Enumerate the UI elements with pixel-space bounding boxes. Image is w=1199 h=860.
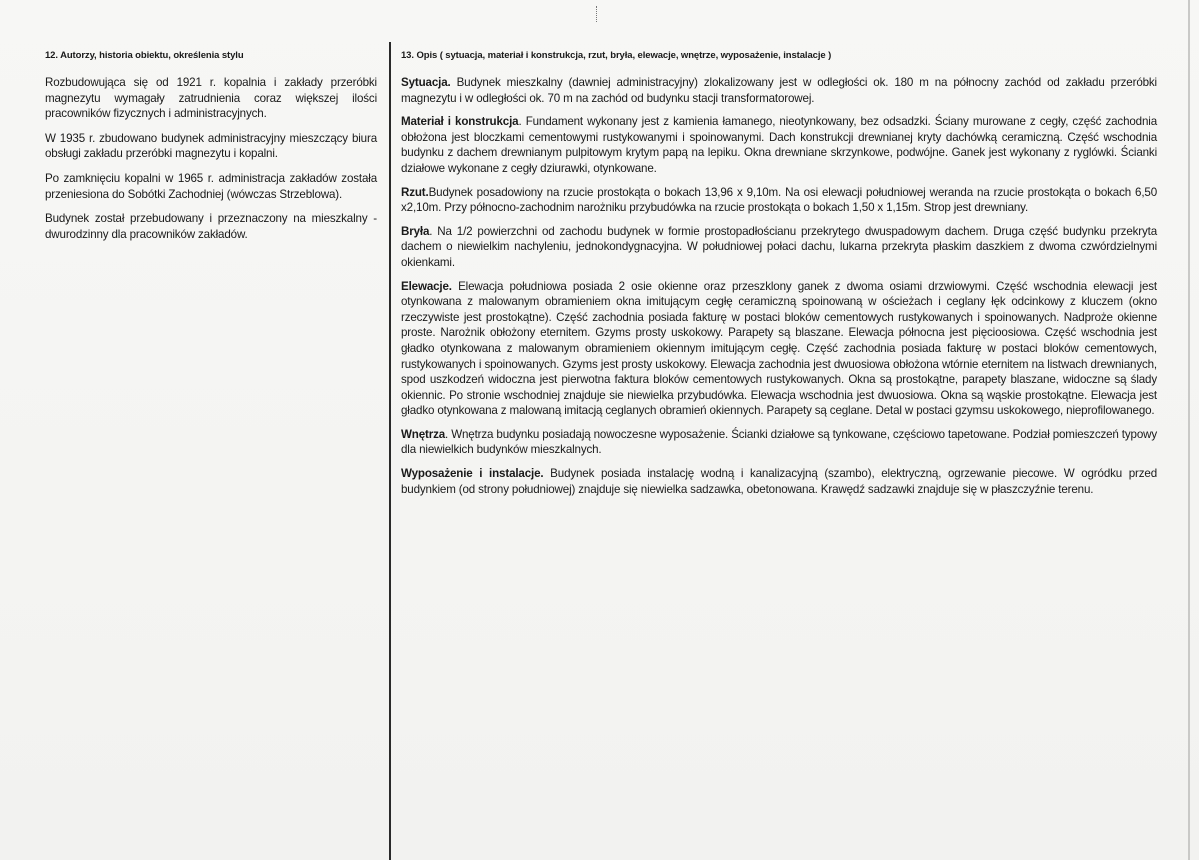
section-label: Materiał i konstrukcja [401, 115, 519, 129]
description-column [401, 50, 1157, 505]
history-paragraph: W 1935 r. zbudowano budynek administracyjny mieszczący biura obsługi zakładu przeróbki magnezytu i kopalni. [45, 131, 377, 161]
section-label: Bryła [401, 224, 430, 238]
section-installations [401, 466, 1157, 497]
section-text: . Fundament wykonany jest z kamienia łamanego, nieotynkowany, bez odsadzki. Ściany murowane z cegły, część zachodnia obłożona jest bloczkami cementowymi rustykowanymi i spoinowanymi. Dach konstrukcji drewnianej kryty dachówką ceramiczną. Część wschodnia budynku z dachem drewnianym pulpitowym krytym papą na lepiku. Okna drewniane skrzynkowe, podwójne. Ganek jest wykonany z ryglówki. Ścianki działowe wykonane z cegły dziurawki, otynkowane. [401, 115, 1157, 175]
history-paragraph: Rozbudowująca się od 1921 r. kopalnia i zakłady przeróbki magnezytu wymagały zatrudnienia coraz większej ilości pracowników fizycznych i administracyjnych. [45, 76, 377, 121]
section-text: Elewacja południowa posiada 2 osie okienne oraz przeszklony ganek z dwoma osiami drzwiowymi. Część wschodnia elewacji jest otynkowana z malowanym obramieniem okna imitującym cegłę ceramiczną spoinowaną w ościeżach i ceglany łęk odcinkowy z kluczem (okno rzeczywiste jest prostokątne). Część zachodnia posiada fakturę w postaci bloków cementowych rustykowanych i spoinowanych. Nadproże okienne proste. Narożnik obłożony eternitem. Gzyms prosty uskokowy. Parapety są blaszane. Elewacja północna jest pięcioosiowa. Część wschodnia jest gładko otynkowana z malowanym obramieniem okiennym imitującym cegłę. Część zachodnia posiada fakturę w postaci bloków cementowych, rustykowanych i spoinowanych. Gzyms jest prosty uskokowy. Elewacja zachodnia jest dwuosiowa obłożona wtórnie eternitem na listwach drewnianych, spod uszkodzeń widoczna jest pierwotna faktura bloków cementowych rustykowanych. Okna są prostokątne, parapety blaszane, widoczne są ślady okiennic. Po stronie wschodniej znajduje sie niewielka przybudówka. Elewacja wschodnia jest dwuosiowa. Okna są wąskie prostokątne. Elewacja jest gładko otynkowana z malowaną imitacją ceglanych obramień okiennych. Parapety są ceglane. Detal w postaci gzymsu uskokowego, nieprofilowanego. [401, 279, 1157, 418]
section-text: . Wnętrza budynku posiadają nowoczesne wyposażenie. Ścianki działowe są tynkowane, częściowo tapetowane. Podział pomieszczeń typowy dla niewielkich budynków mieszkalnych. [401, 427, 1157, 457]
section-text: . Na 1/2 powierzchni od zachodu budynek w formie prostopadłościanu przekrytego dwuspadowym dachem. Druga część budynku przekryta dachem o niewielkim nachyleniu, jednokondygnacyjna. W południowej połaci dachu, lukarna przekryta płaskim daszkiem z dwoma czwórdzielnymi okienkami. [401, 224, 1157, 269]
section-situation [401, 75, 1157, 106]
section-label: Elewacje. [401, 279, 452, 293]
description-heading: 13. Opis ( sytuacja, materiał i konstrukcja, rzut, bryła, elewacje, wnętrze, wyposażenie, instalacje ) [401, 50, 832, 61]
history-paragraph: Po zamknięciu kopalni w 1965 r. administracja zakładów została przeniesiona do Sobótki Zachodniej (wówczas Strzeblowa). [45, 171, 377, 201]
section-plan [401, 185, 1157, 216]
section-text: Budynek mieszkalny (dawniej administracyjny) zlokalizowany jest w odległości ok. 180 m na północny zachód od zakładu przeróbki magnezytu i w odległości ok. 70 m na zachód od budynku stacji transformatorowej. [401, 76, 1157, 105]
section-text: Budynek posiada instalację wodną i kanalizacyjną (szambo), elektryczną, ogrzewanie piecowe. W ogródku przed budynkiem (od strony południowej) znajduje się niewielka sadzawka, obetonowana. Krawędź sadzawki znajduje się w płaszczyźnie terenu. [401, 467, 1158, 496]
section-text: Budynek posadowiony na rzucie prostokąta o bokach 13,96 x 9,10m. Na osi elewacji południowej weranda na rzucie prostokąta o bokach 6,50 x2,10m. Przy północno-zachodnim narożniku przybudówka na rzucie prostokąta o bokach 1,50 x 1,15m. Strop jest drewniany. [401, 185, 1157, 215]
section-material [401, 114, 1157, 176]
section-elevations [401, 279, 1157, 419]
section-massing [401, 224, 1157, 271]
section-label: Sytuacja. [401, 76, 451, 89]
section-label: Rzut. [401, 185, 429, 199]
section-label: Wyposażenie i instalacje. [401, 467, 544, 481]
page-edge [1188, 0, 1190, 860]
section-interiors [401, 427, 1157, 458]
column-divider [389, 42, 391, 860]
section-label: Wnętrza [401, 427, 446, 441]
history-paragraph: Budynek został przebudowany i przeznaczony na mieszkalny - dwurodzinny dla pracowników zakładów. [45, 212, 377, 241]
history-column [45, 50, 377, 251]
history-heading: 12. Autorzy, historia obiektu, określenia stylu [45, 50, 244, 61]
scan-mark [596, 6, 598, 22]
